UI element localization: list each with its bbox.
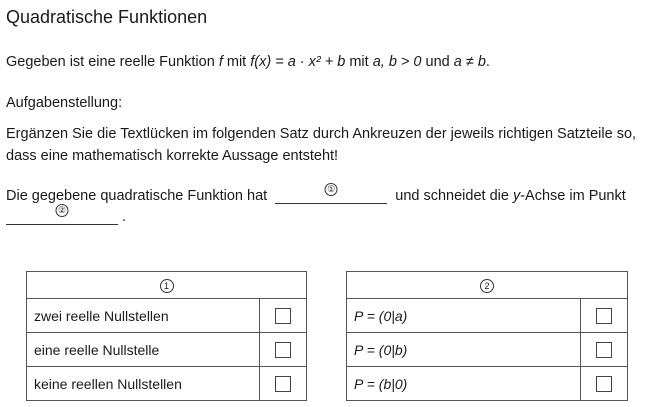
point-coords: = (0|b) (362, 341, 408, 358)
given-inequality: a ≠ b (453, 54, 486, 70)
checkbox-point-b-0[interactable] (596, 376, 612, 392)
checkbox-keine-nullstellen[interactable] (275, 376, 291, 392)
gap-1-number: ① (325, 183, 338, 196)
table-1-header (27, 272, 307, 299)
given-und: und (421, 54, 454, 70)
table-2-header-number: 2 (480, 279, 494, 293)
option-label (347, 367, 581, 401)
sentence-line-2 (6, 205, 127, 225)
point-coords: = (0|a) (362, 307, 408, 324)
task-heading: Aufgabenstellung: (6, 95, 123, 111)
option-label: keine reellen Nullstellen (27, 367, 260, 401)
table-2-header (347, 272, 628, 299)
option-label (347, 299, 581, 333)
option-label: zwei reelle Nullstellen (27, 299, 260, 333)
point-symbol: P (354, 375, 363, 392)
given-fx: f(x) (250, 54, 272, 70)
point-coords: = (b|0) (362, 375, 408, 392)
checkbox-point-0-a[interactable] (596, 308, 612, 324)
gap-1 (275, 184, 387, 204)
given-statement (6, 54, 490, 70)
table-row (347, 333, 628, 367)
gap-2-number: ② (56, 204, 69, 217)
sentence-end: . (122, 209, 127, 225)
table-row (347, 367, 628, 401)
choice-table-2 (346, 271, 628, 401)
checkbox-zwei-nullstellen[interactable] (275, 308, 291, 324)
given-mit-1: mit (222, 54, 251, 70)
given-equation: = a · x² + b (271, 54, 346, 70)
table-1-header-number: 1 (160, 279, 174, 293)
sentence-part-3: -Achse im Punkt (520, 188, 626, 204)
option-label: eine reelle Nullstelle (27, 333, 260, 367)
table-row (27, 367, 307, 401)
instruction-line-2: dass eine mathematisch korrekte Aussage entsteht! (6, 148, 339, 164)
table-row (347, 299, 628, 333)
choice-table-1 (26, 271, 307, 401)
given-condition: a, b > 0 (372, 54, 422, 70)
sentence-y-var: y (512, 188, 521, 204)
page-title: Quadratische Funktionen (6, 7, 208, 27)
given-function-name: f (218, 54, 223, 70)
given-mit-2: mit (345, 54, 373, 70)
given-end: . (485, 54, 490, 70)
given-prefix: Gegeben ist eine reelle Funktion (6, 54, 219, 70)
sentence-part-2: und schneidet die (395, 188, 513, 204)
gap-2 (6, 205, 118, 225)
sentence-line-1 (6, 184, 626, 204)
checkbox-eine-nullstelle[interactable] (275, 342, 291, 358)
instruction-line-1: Ergänzen Sie die Textlücken im folgenden Satz durch Ankreuzen der jeweils richtigen Satzteile so, (6, 126, 637, 142)
table-row (27, 333, 307, 367)
option-label (347, 333, 581, 367)
sentence-part-1: Die gegebene quadratische Funktion hat (6, 188, 268, 204)
checkbox-point-0-b[interactable] (596, 342, 612, 358)
table-row (27, 299, 307, 333)
point-symbol: P (354, 307, 363, 324)
point-symbol: P (354, 341, 363, 358)
